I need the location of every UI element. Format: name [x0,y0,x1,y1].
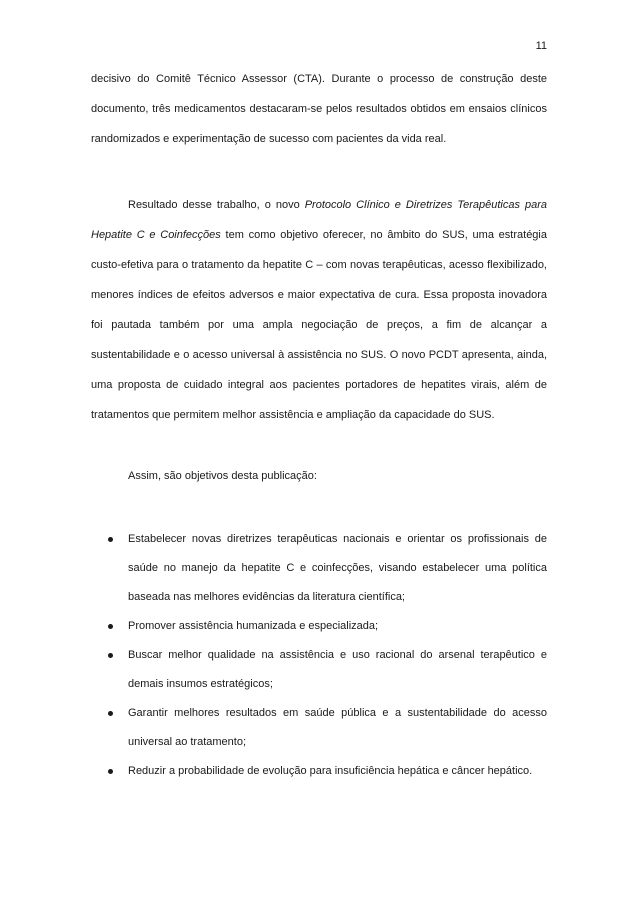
list-item-text: Estabelecer novas diretrizes terapêuticas nacionais e orientar os profissionais de saúde no manejo da hepatite C e coinfecções, visando estabelecer uma política baseada nas melhores evidências da literatura científica; [128,533,547,603]
paragraph-cta: decisivo do Comitê Técnico Assessor (CTA). Durante o processo de construção deste documento, três medicamentos destacaram-se pelos resultados obtidos em ensaios clínicos randomizados e experimentação de sucesso com pacientes da vida real. [91,73,547,145]
protocol-title: Protocolo Clínico e Diretrizes Terapêuticas para Hepatite C e Coinfecções [91,199,547,241]
list-item [91,612,547,641]
bullet-icon [108,537,113,542]
list-item [91,699,547,757]
bullet-icon [108,653,113,658]
paragraph-protocol-rest: tem como objetivo oferecer, no âmbito do SUS, uma estratégia custo-efetiva para o tratamento da hepatite C – com novas terapêuticas, acesso flexibilizado, menores índices de efeitos adversos e maior expectativa de cura. Essa proposta inovadora foi pautada também por uma ampla negociação de preços, a fim de alcançar a sustentabilidade e o acesso universal à assistência no SUS. O novo PCDT apresenta, ainda, uma proposta de cuidado integral aos pacientes portadores de hepatites virais, além de tratamentos que permitem melhor assistência e ampliação da capacidade do SUS. [91,229,547,421]
page-number: 11 [535,40,547,52]
paragraph-protocol-lead: Resultado desse trabalho, o novo [128,199,305,211]
list-item [91,525,547,612]
paragraph-spacer [91,491,547,525]
list-item-text: Buscar melhor qualidade na assistência e uso racional do arsenal terapêutico e demais insumos estratégicos; [128,649,547,690]
list-item [91,641,547,699]
list-item [91,757,547,786]
document-body [91,64,547,786]
paragraph-spacer [91,154,547,190]
bullet-icon [108,769,113,774]
paragraph-objectives-intro: Assim, são objetivos desta publicação: [128,470,317,482]
list-item-text: Promover assistência humanizada e especializada; [128,620,379,632]
paragraph-spacer [91,430,547,461]
objectives-list [91,525,547,786]
paragraph-protocol [91,190,547,430]
bullet-icon [108,711,113,716]
list-item-text: Garantir melhores resultados em saúde pública e a sustentabilidade do acesso universal ao tratamento; [128,707,547,748]
list-item-text: Reduzir a probabilidade de evolução para insuficiência hepática e câncer hepático. [128,765,533,777]
bullet-icon [108,624,113,629]
